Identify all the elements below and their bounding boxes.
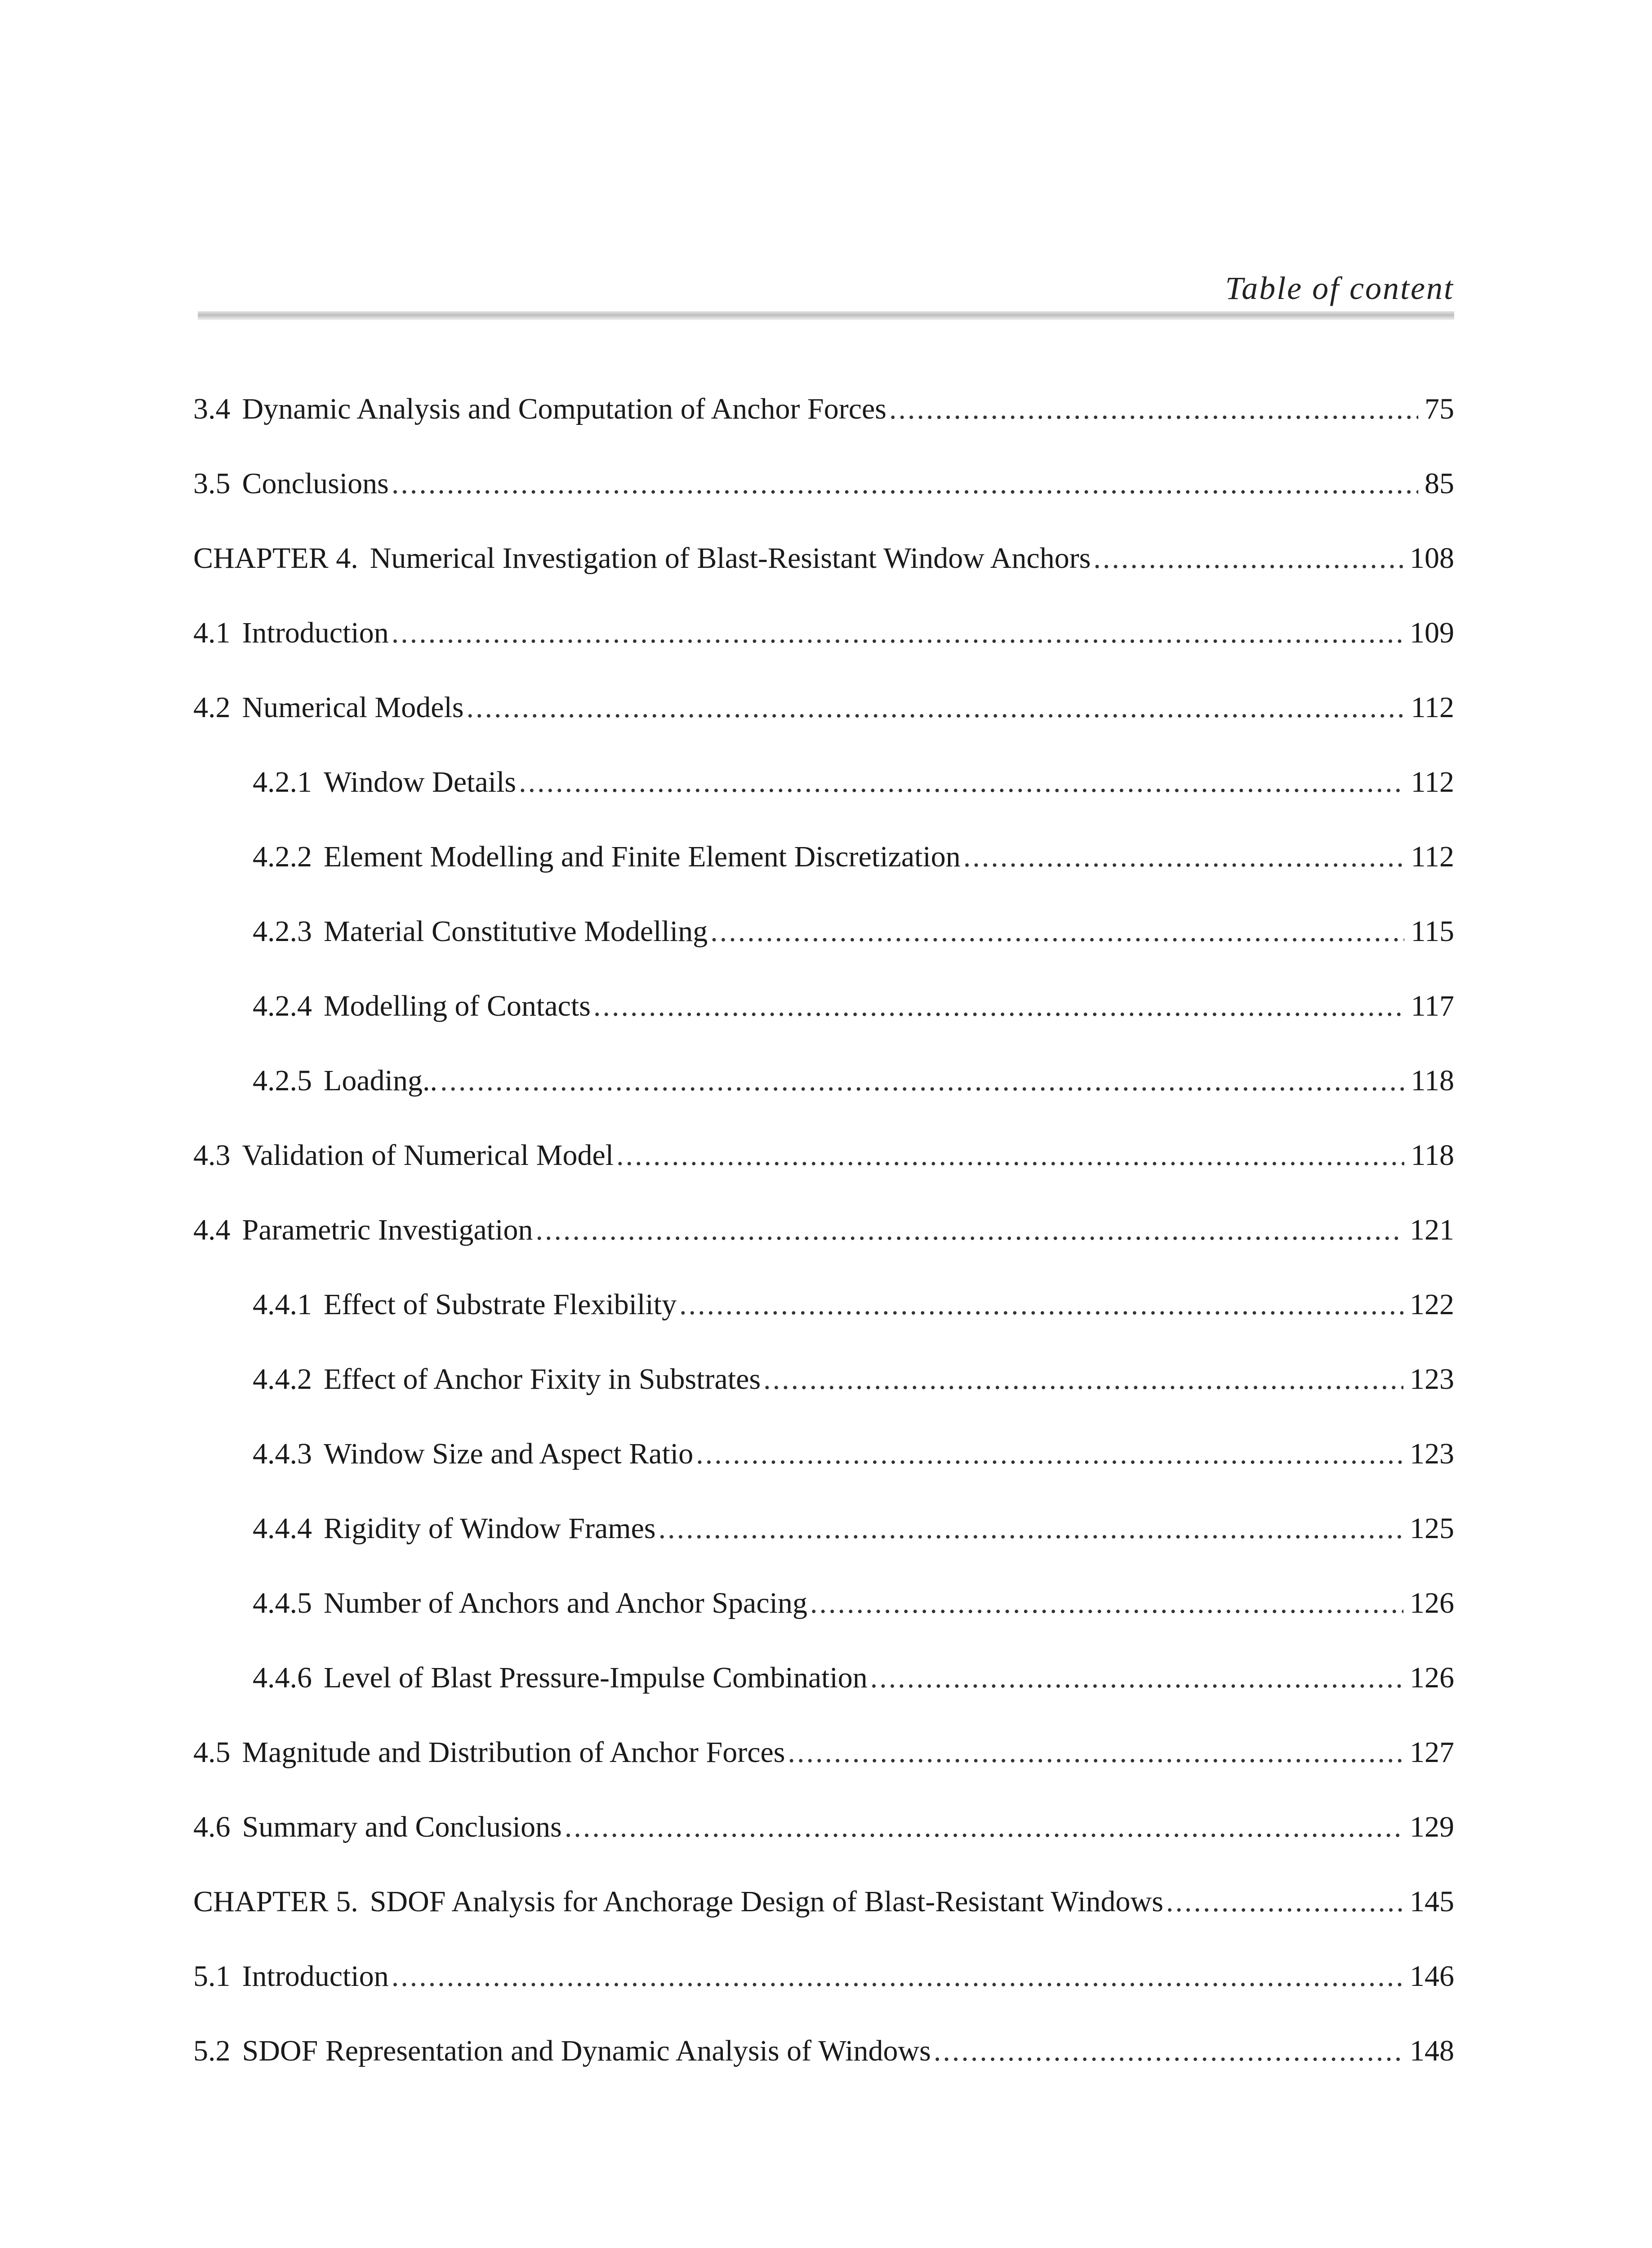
toc-entry-title: Rigidity of Window Frames [324, 1512, 656, 1545]
toc-entry-title: Window Details [324, 766, 517, 798]
toc-entry-title: Effect of Substrate Flexibility [324, 1288, 677, 1321]
toc-entry-title: Material Constitutive Modelling [324, 915, 708, 948]
toc-entry-page-number: 112 [1411, 840, 1454, 873]
toc-entry-number: CHAPTER 5. [193, 1885, 358, 1918]
dot-leader [810, 1585, 1403, 1621]
toc-entry-title: Element Modelling and Finite Element Discretization [324, 840, 961, 873]
toc-entry-page-number: 85 [1425, 467, 1454, 500]
dot-leader [788, 1735, 1403, 1771]
toc-entry-number: 4.4.6 [253, 1661, 312, 1694]
toc-entry[interactable] [193, 1884, 1454, 1958]
toc-entry-number: 5.1 [193, 1960, 231, 1993]
toc-entry-title: Modelling of Contacts [324, 990, 591, 1022]
dot-leader [392, 615, 1403, 651]
toc-entry-page-number: 118 [1411, 1064, 1454, 1097]
toc-entry-number: 3.4 [193, 393, 231, 425]
toc-entry-page-number: 112 [1411, 766, 1454, 798]
toc-entry-number: 4.3 [193, 1139, 231, 1172]
dot-leader [870, 1660, 1403, 1696]
dot-leader [467, 690, 1405, 726]
toc-entry[interactable] [193, 540, 1454, 615]
toc-entry[interactable] [193, 914, 1454, 988]
toc-entry-title: Parametric Investigation [242, 1213, 533, 1246]
toc-entry-number: 4.4.2 [253, 1363, 312, 1396]
dot-leader [616, 1137, 1404, 1173]
toc-entry-page-number: 126 [1410, 1587, 1454, 1619]
toc-entry[interactable] [193, 1809, 1454, 1884]
dot-leader [440, 1063, 1404, 1099]
toc-entry-number: 4.2.4 [253, 990, 312, 1022]
dot-leader [934, 2033, 1403, 2069]
toc-entry-page-number: 117 [1411, 990, 1454, 1022]
dot-leader [696, 1436, 1403, 1472]
toc-entry[interactable] [193, 764, 1454, 839]
toc-entry-title: Window Size and Aspect Ratio [324, 1437, 694, 1470]
toc-entry-number: 4.5 [193, 1736, 231, 1769]
toc-entry[interactable] [193, 1212, 1454, 1287]
toc-entry-title: Validation of Numerical Model [242, 1139, 614, 1172]
toc-entry-number: CHAPTER 4. [193, 542, 358, 575]
toc-entry-number: 4.2.1 [253, 766, 312, 798]
toc-entry-number: 3.5 [193, 467, 231, 500]
table-of-contents [193, 391, 1454, 2108]
toc-entry-page-number: 121 [1410, 1213, 1454, 1246]
toc-entry-page-number: 118 [1411, 1139, 1454, 1172]
toc-entry-page-number: 122 [1410, 1288, 1454, 1321]
dot-leader [392, 466, 1418, 502]
toc-entry-number: 5.2 [193, 2034, 231, 2067]
toc-entry[interactable] [193, 1735, 1454, 1809]
toc-entry-page-number: 126 [1410, 1661, 1454, 1694]
dot-leader [1166, 1884, 1403, 1920]
toc-entry[interactable] [193, 391, 1454, 466]
toc-entry-title: Numerical Investigation of Blast-Resistant Window Anchors [370, 542, 1091, 575]
dot-leader [1093, 540, 1403, 576]
toc-entry[interactable] [193, 1287, 1454, 1361]
toc-entry[interactable] [193, 1361, 1454, 1436]
toc-entry-page-number: 146 [1410, 1960, 1454, 1993]
dot-leader [593, 988, 1405, 1024]
toc-entry[interactable] [193, 1511, 1454, 1585]
toc-entry-number: 4.4.5 [253, 1587, 312, 1619]
toc-entry-page-number: 75 [1425, 393, 1454, 425]
toc-entry[interactable] [193, 615, 1454, 690]
toc-entry-number: 4.4.3 [253, 1437, 312, 1470]
toc-entry-title: Dynamic Analysis and Computation of Anchor Forces [242, 393, 886, 425]
toc-entry[interactable] [193, 839, 1454, 914]
toc-entry[interactable] [193, 1660, 1454, 1735]
toc-entry-title: Magnitude and Distribution of Anchor Forces [242, 1736, 785, 1769]
toc-entry-page-number: 129 [1410, 1811, 1454, 1843]
toc-entry-title: Numerical Models [242, 691, 464, 724]
toc-entry-page-number: 125 [1410, 1512, 1454, 1545]
dot-leader [659, 1511, 1403, 1547]
toc-entry-number: 4.6 [193, 1811, 231, 1843]
toc-entry-number: 4.1 [193, 616, 231, 649]
dot-leader [763, 1361, 1403, 1397]
toc-entry[interactable] [193, 1958, 1454, 2033]
toc-entry-title: Introduction [242, 1960, 389, 1993]
toc-entry-page-number: 123 [1410, 1437, 1454, 1470]
header-rule [198, 311, 1454, 320]
toc-entry-page-number: 127 [1410, 1736, 1454, 1769]
toc-entry-title: Loading.. [324, 1064, 437, 1097]
dot-leader [679, 1287, 1403, 1323]
toc-entry-page-number: 109 [1410, 616, 1454, 649]
toc-entry-number: 4.2.5 [253, 1064, 312, 1097]
toc-entry-page-number: 108 [1410, 542, 1454, 575]
toc-entry-number: 4.2 [193, 691, 231, 724]
toc-entry-page-number: 112 [1411, 691, 1454, 724]
dot-leader [519, 764, 1404, 800]
dot-leader [392, 1958, 1403, 1994]
toc-entry-title: SDOF Analysis for Anchorage Design of Blast-Resistant Windows [370, 1885, 1163, 1918]
toc-entry-title: Summary and Conclusions [242, 1811, 562, 1843]
toc-entry[interactable] [193, 1137, 1454, 1212]
toc-entry[interactable] [193, 988, 1454, 1063]
toc-entry-title: Number of Anchors and Anchor Spacing [324, 1587, 807, 1619]
toc-entry-number: 4.2.2 [253, 840, 312, 873]
toc-entry-page-number: 148 [1410, 2034, 1454, 2067]
toc-entry-page-number: 123 [1410, 1363, 1454, 1396]
toc-entry[interactable] [193, 2033, 1454, 2108]
toc-entry-page-number: 145 [1410, 1885, 1454, 1918]
toc-entry-title: Introduction [242, 616, 389, 649]
toc-entry-page-number: 115 [1411, 915, 1454, 948]
running-header: Table of content [1225, 270, 1454, 306]
toc-entry-title: Effect of Anchor Fixity in Substrates [324, 1363, 761, 1396]
dot-leader [710, 914, 1404, 950]
toc-entry[interactable] [193, 1063, 1454, 1137]
toc-entry-number: 4.4 [193, 1213, 231, 1246]
toc-entry[interactable] [193, 1436, 1454, 1511]
toc-entry[interactable] [193, 690, 1454, 764]
toc-entry-title: Conclusions [242, 467, 389, 500]
dot-leader [565, 1809, 1403, 1845]
toc-entry-number: 4.2.3 [253, 915, 312, 948]
dot-leader [963, 839, 1405, 875]
toc-entry-title: Level of Blast Pressure-Impulse Combination [324, 1661, 868, 1694]
dot-leader [535, 1212, 1403, 1248]
toc-entry-number: 4.4.1 [253, 1288, 312, 1321]
toc-entry[interactable] [193, 1585, 1454, 1660]
toc-entry-number: 4.4.4 [253, 1512, 312, 1545]
toc-entry-title: SDOF Representation and Dynamic Analysis of Windows [242, 2034, 931, 2067]
toc-entry[interactable] [193, 466, 1454, 540]
dot-leader [889, 391, 1418, 427]
